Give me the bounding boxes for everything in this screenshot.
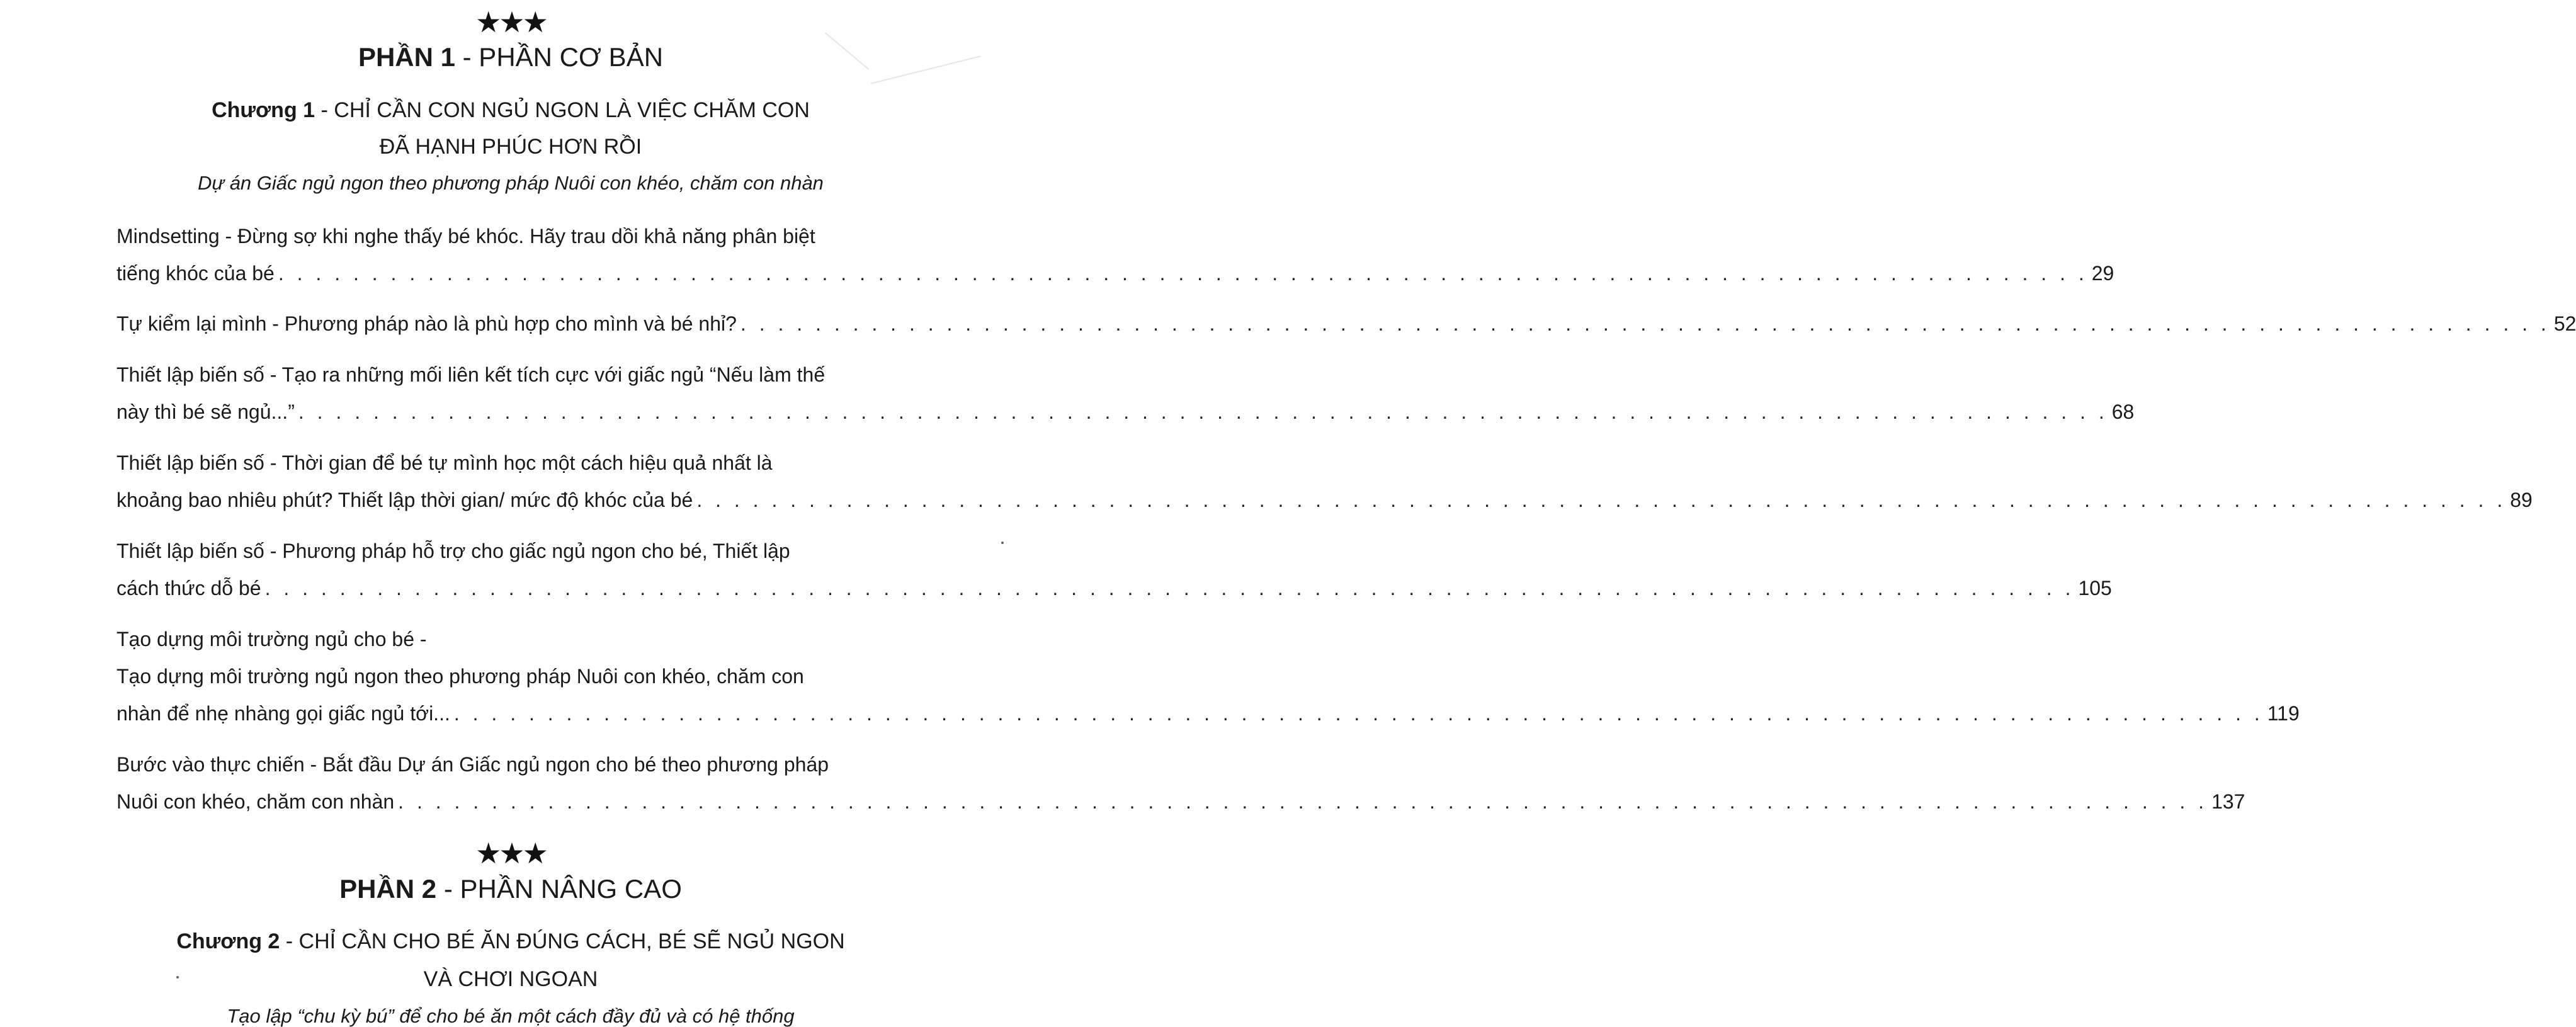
page-number: 52 bbox=[2553, 312, 2576, 335]
part-name: - PHẦN CƠ BẢN bbox=[455, 42, 664, 72]
entry-text: Thiết lập biến số - Phương pháp hỗ trợ cho giấc ngủ ngon cho bé, Thiết lập bbox=[116, 540, 790, 562]
chapter-title-line2: ĐÃ HẠNH PHÚC HƠN RỒI bbox=[379, 135, 642, 159]
leader-dots: . . . . . . . . . . . . . . . . . . . . . . . . . . . . . . . . . . . . . . . . . . . . . . . . . . . . . . . . . . . . . . . . . . . . . . . . . . . . . . . . . . . . . . . . . . . . . . . . . bbox=[398, 790, 2208, 813]
page-number: 29 bbox=[2091, 262, 2114, 285]
part-label: PHẦN 1 bbox=[358, 42, 455, 72]
page-number: 137 bbox=[2211, 790, 2245, 813]
entry-text: Tạo dựng môi trường ngủ ngon theo phương pháp Nuôi con khéo, chăm con bbox=[116, 665, 804, 688]
entry-text: Thiết lập biến số - Tạo ra những mối liên kết tích cực với giấc ngủ “Nếu làm thế bbox=[116, 363, 826, 386]
entry-text: cách thức dỗ bé bbox=[116, 577, 261, 599]
entry-text: này thì bé sẽ ngủ...” bbox=[116, 400, 295, 423]
entry-text: Bước vào thực chiến - Bắt đầu Dự án Giấc ngủ ngon cho bé theo phương pháp bbox=[116, 753, 829, 776]
part-1-title bbox=[0, 43, 1021, 72]
page-number: 68 bbox=[2111, 400, 2135, 423]
toc-entry[interactable] bbox=[116, 445, 2533, 519]
leader-dots: . . . . . . . . . . . . . . . . . . . . . . . . . . . . . . . . . . . . . . . . . . . . . . . . . . . . . . . . . . . . . . . . . . . . . . . . . . . . . . . . . . . . . . . . . . . . . . . . . bbox=[740, 312, 2550, 335]
entry-text: Thiết lập biến số - Thời gian để bé tự mình học một cách hiệu quả nhất là bbox=[116, 451, 773, 474]
chapter-label: Chương 2 bbox=[176, 929, 280, 953]
chapter-title-line1: - CHỈ CẦN CHO BÉ ĂN ĐÚNG CÁCH, BÉ SẼ NGỦ NGON bbox=[280, 929, 845, 953]
chapter-1-title bbox=[0, 99, 1021, 122]
page-number: 89 bbox=[2510, 489, 2533, 511]
toc-entry[interactable] bbox=[116, 621, 2300, 732]
leader-dots: . . . . . . . . . . . . . . . . . . . . . . . . . . . . . . . . . . . . . . . . . . . . . . . . . . . . . . . . . . . . . . . . . . . . . . . . . . . . . . . . . . . . . . . . . . . . . . . . . bbox=[696, 489, 2507, 511]
entry-text: Mindsetting - Đừng sợ khi nghe thấy bé khóc. Hãy trau dồi khả năng phân biệt bbox=[116, 225, 815, 247]
leader-dots: . . . . . . . . . . . . . . . . . . . . . . . . . . . . . . . . . . . . . . . . . . . . . . . . . . . . . . . . . . . . . . . . . . . . . . . . . . . . . . . . . . . . . . . . . . . . . . . . . bbox=[453, 702, 2264, 725]
toc-entry[interactable] bbox=[116, 533, 2112, 607]
leader-dots: . . . . . . . . . . . . . . . . . . . . . . . . . . . . . . . . . . . . . . . . . . . . . . . . . . . . . . . . . . . . . . . . . . . . . . . . . . . . . . . . . . . . . . . . . . . . . . . . . bbox=[264, 577, 2075, 599]
entry-text: nhàn để nhẹ nhàng gọi giấc ngủ tới... bbox=[116, 702, 450, 725]
chapter-2-title bbox=[0, 930, 1021, 953]
toc-entry[interactable] bbox=[116, 356, 2135, 431]
chapter-label: Chương 1 bbox=[212, 98, 315, 122]
entry-text: Nuôi con khéo, chăm con nhàn bbox=[116, 790, 395, 813]
toc-entry[interactable] bbox=[116, 746, 2245, 820]
dust-speck bbox=[1001, 542, 1004, 544]
chapter-subtitle: Tạo lập “chu kỳ bú” để cho bé ăn một cách đầy đủ và có hệ thống bbox=[227, 1005, 795, 1027]
entry-text: Tự kiểm lại mình - Phương pháp nào là phù hợp cho mình và bé nhỉ? bbox=[116, 312, 737, 335]
entry-text: Tạo dựng môi trường ngủ cho bé - bbox=[116, 628, 427, 650]
section-stars: ★★★ bbox=[475, 6, 546, 38]
page-number: 105 bbox=[2078, 577, 2112, 599]
entry-text: khoảng bao nhiêu phút? Thiết lập thời gian/ mức độ khóc của bé bbox=[116, 489, 693, 511]
leader-dots: . . . . . . . . . . . . . . . . . . . . . . . . . . . . . . . . . . . . . . . . . . . . . . . . . . . . . . . . . . . . . . . . . . . . . . . . . . . . . . . . . . . . . . . . . . . . . . . . . bbox=[298, 400, 2108, 423]
leader-dots: . . . . . . . . . . . . . . . . . . . . . . . . . . . . . . . . . . . . . . . . . . . . . . . . . . . . . . . . . . . . . . . . . . . . . . . . . . . . . . . . . . . . . . . . . . . . . . . . . bbox=[278, 262, 2088, 285]
part-label: PHẦN 2 bbox=[339, 874, 437, 904]
toc-entry[interactable] bbox=[116, 218, 2114, 292]
toc-entry[interactable] bbox=[116, 305, 2576, 343]
part-2-title bbox=[0, 875, 1021, 904]
chapter-title-line1: - CHỈ CẦN CON NGỦ NGON LÀ VIỆC CHĂM CON bbox=[315, 98, 810, 122]
entry-text: tiếng khóc của bé bbox=[116, 262, 275, 285]
page-number: 119 bbox=[2267, 702, 2300, 725]
section-stars: ★★★ bbox=[475, 837, 546, 870]
chapter-title-line2: VÀ CHƠI NGOAN bbox=[423, 967, 598, 991]
part-name: - PHẦN NÂNG CAO bbox=[436, 874, 682, 904]
chapter-subtitle: Dự án Giấc ngủ ngon theo phương pháp Nuôi con khéo, chăm con nhàn bbox=[198, 172, 824, 194]
